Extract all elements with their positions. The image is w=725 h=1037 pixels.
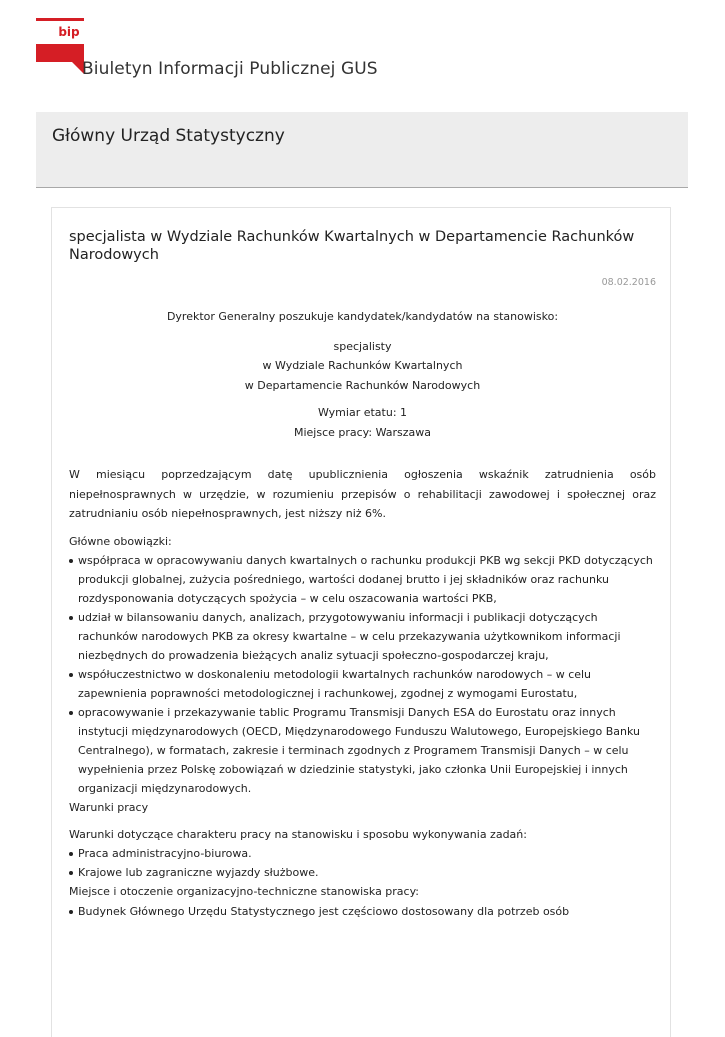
environment-list (69, 902, 656, 921)
duties-list (69, 551, 656, 798)
conditions-list (69, 844, 656, 882)
lead-text: Dyrektor Generalny poszukuje kandydatek/kandydatów na stanowisko: (166, 310, 559, 323)
employment-note: W miesiącu poprzedzającym datę upublicznienia ogłoszenia wskaźnik zatrudnienia osób niepełnosprawnych w urzędzie, w rozumieniu przepisów o rehabilitacji zawodowej i społecznej oraz zatrudnianiu osób niepełnosprawnych, jest niższy niż 6%. (69, 468, 656, 520)
org-header (36, 112, 688, 188)
bip-title[interactable]: Biuletyn Informacji Publicznej GUS (82, 59, 378, 79)
conditions-heading: Warunki pracy (69, 801, 149, 814)
article-body (69, 228, 656, 921)
org-title[interactable]: Główny Urząd Statystyczny (52, 126, 285, 146)
duty-item: opracowywanie i przekazywanie tablic Programu Transmisji Danych ESA do Eurostatu oraz innych instytucji międzynarodowych (OECD, Międzynarodowego Funduszu Walutowego, Europejskiego Banku Centralnego), w formatach, zakresie i terminach zgodnych z Programem Transmisji Danych – w celu wypełnienia przez Polskę zobowiązań w dziedzinie statystyki, jako członka Unii Europejskiej i innych organizacji międzynarodowych. (69, 703, 656, 798)
etat-text: Wymiar etatu: 1 (317, 406, 408, 419)
position-line: w Departamencie Rachunków Narodowych (244, 378, 481, 392)
duty-item: współpraca w opracowywaniu danych kwartalnych o rachunku produkcji PKB wg sekcji PKD dotyczących produkcji globalnej, zużycia pośredniego, wartości dodanej brutto i jej składników oraz rachunku rozdysponowania dotyczących spożycia – w celu oszacowania wartości PKB, (69, 551, 656, 608)
place-text: Miejsce pracy: Warszawa (293, 425, 432, 439)
article-title: specjalista w Wydziale Rachunków Kwartalnych w Departamencie Rachunków Narodowych (69, 229, 635, 263)
position-block (69, 337, 656, 396)
environment-heading: Miejsce i otoczenie organizacyjno-techniczne stanowiska pracy: (69, 885, 420, 898)
article-card (51, 207, 671, 1037)
condition-item: Praca administracyjno-biurowa. (69, 844, 656, 863)
logo-top-bar (36, 18, 84, 21)
environment-item: Budynek Głównego Urzędu Statystycznego jest częściowo dostosowany dla potrzeb osób (69, 902, 656, 921)
logo-text: bip (58, 25, 80, 39)
work-details (69, 403, 656, 442)
logo-red-block (36, 44, 84, 74)
duty-item: udział w bilansowaniu danych, analizach, przygotowywaniu informacji i publikacji dotyczących rachunków narodowych PKB za okresy kwartalne – w celu przekazywania użytkownikom informacji niezbędnych do prowadzenia bieżących analiz sytuacji społeczno-gospodarczej kraju, (69, 608, 656, 665)
position-line: specjalisty (333, 339, 392, 353)
duties-heading: Główne obowiązki: (69, 534, 172, 548)
bip-logo[interactable] (36, 18, 84, 74)
conditions-intro: Warunki dotyczące charakteru pracy na stanowisku i sposobu wykonywania zadań: (69, 827, 527, 841)
condition-item: Krajowe lub zagraniczne wyjazdy służbowe. (69, 863, 656, 882)
position-line: w Wydziale Rachunków Kwartalnych (262, 359, 463, 372)
publication-date: 08.02.2016 (601, 277, 656, 288)
duty-item: współuczestnictwo w doskonaleniu metodologii kwartalnych rachunków narodowych – w celu zapewnienia poprawności metodologicznej i rachunkowej, zgodnej z wymogami Eurostatu, (69, 665, 656, 703)
